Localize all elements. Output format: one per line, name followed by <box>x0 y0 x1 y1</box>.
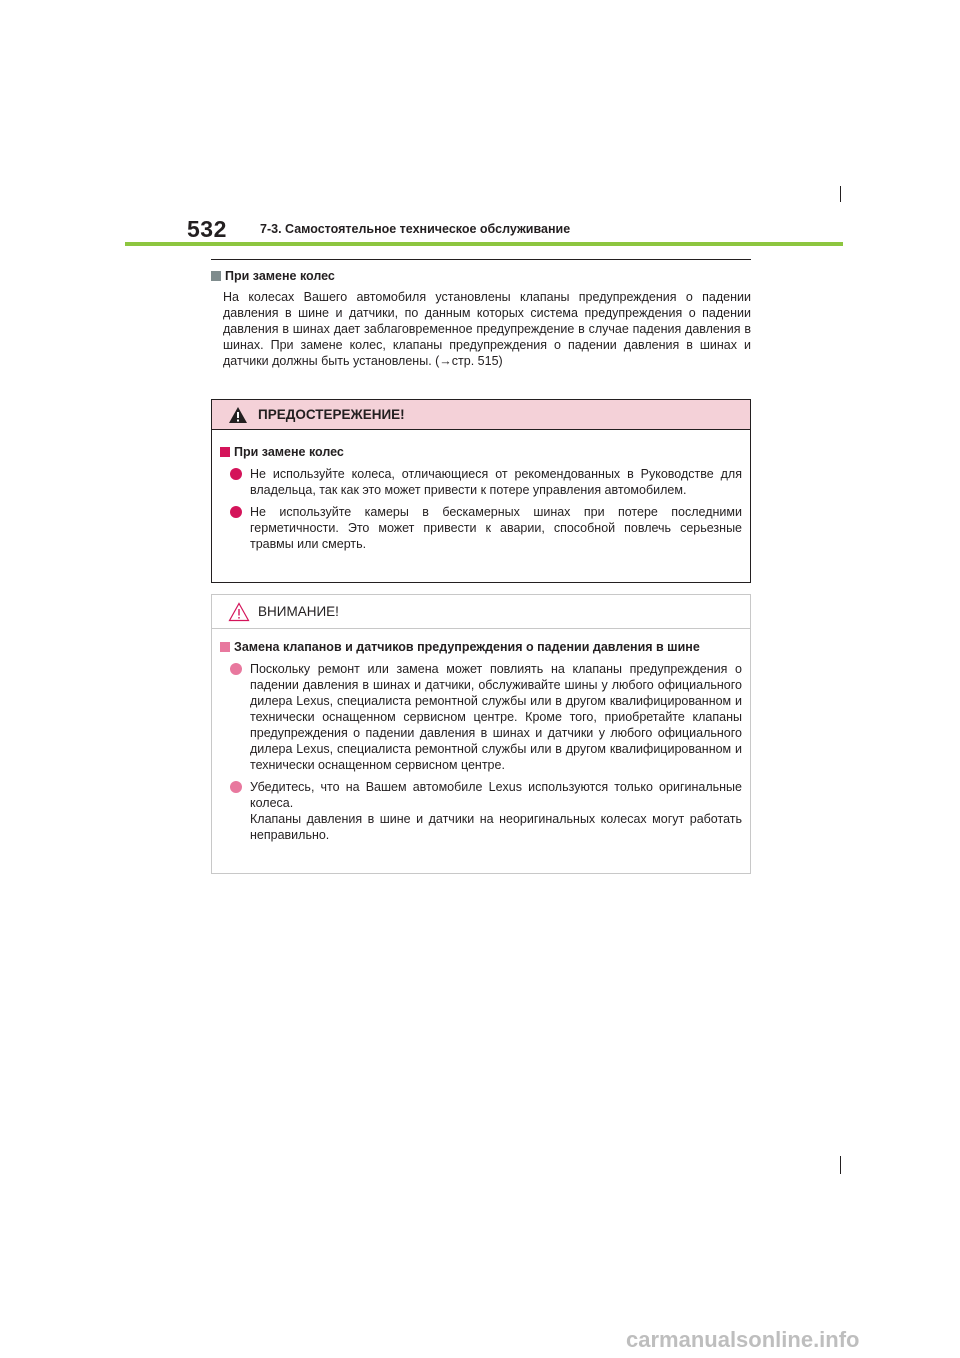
square-bullet-icon <box>211 271 221 281</box>
page-number: 532 <box>187 216 227 242</box>
caution-bullet-text: Не используйте колеса, отличающиеся от рекомендованных в Руководстве для владельца, так как это может привести к потере управления автомобилем. <box>250 467 742 497</box>
warning-triangle-outline-icon <box>228 602 250 622</box>
content-divider <box>211 259 751 260</box>
caution-bullet-text: Не используйте камеры в бескамерных шинах при потере последними герметичности. Это может привести к аварии, способной повлечь серьезные травмы или смерть. <box>250 505 742 551</box>
watermark: carmanualsonline.info <box>626 1327 860 1352</box>
notice-bullet-text-block <box>250 779 742 843</box>
notice-bullet-text: Убедитесь, что на Вашем автомобиле Lexus используются только оригинальные колеса. <box>250 780 742 810</box>
notice-bullet <box>220 779 742 843</box>
notice-header <box>212 595 750 629</box>
notice-heading <box>220 639 742 655</box>
notice-title: ВНИМАНИЕ! <box>258 604 339 619</box>
caution-body <box>212 430 750 552</box>
warning-triangle-icon <box>228 406 248 424</box>
crop-mark-top <box>840 186 841 202</box>
caution-heading-text: При замене колес <box>234 445 344 459</box>
main-heading-text: При замене колес <box>225 269 335 283</box>
main-heading <box>211 268 751 284</box>
main-paragraph: На колесах Вашего автомобиля установлены клапаны предупреждения о падении давления в шине и датчики, по данным которых система предупреждения о падении давления в шинах дает заблаговременное предупреждение в случае падения давления в шинах. При замене колес, клапаны предупреждения о падении давления в шинах и датчики должны быть установлены. (→стр. 515) <box>223 290 751 368</box>
notice-bullet-text: Поскольку ремонт или замена может повлиять на клапаны предупреждения о падении давления в шинах и датчики, обслуживайте шины у любого официального дилера Lexus, специалиста ремонтной службы или в другом квалифицированном и технически оснащенном сервисном центре. Кроме того, приобретайте клапаны предупреждения о падении давления в шинах и датчики у любого официального дилера Lexus, специалиста ремонтной службы или в другом квалифицированном и технически оснащенном сервисном центре. <box>250 662 742 772</box>
caution-title: ПРЕДОСТЕРЕЖЕНИЕ! <box>258 407 405 422</box>
square-bullet-icon <box>220 642 230 652</box>
caution-bullet <box>220 504 742 552</box>
dot-bullet-icon <box>230 663 242 675</box>
header-rule <box>125 242 843 246</box>
caution-header <box>212 400 750 430</box>
caution-heading <box>220 444 742 460</box>
crop-mark-bottom <box>840 1156 841 1174</box>
dot-bullet-icon <box>230 781 242 793</box>
main-section <box>211 268 751 369</box>
notice-box <box>211 594 751 874</box>
caution-bullet <box>220 466 742 498</box>
dot-bullet-icon <box>230 468 242 480</box>
section-title: 7-3. Самостоятельное техническое обслуживание <box>260 222 571 236</box>
notice-body <box>212 629 750 843</box>
square-bullet-icon <box>220 447 230 457</box>
notice-heading-text: Замена клапанов и датчиков предупреждения о падении давления в шине <box>234 640 700 654</box>
caution-box <box>211 399 751 583</box>
dot-bullet-icon <box>230 506 242 518</box>
notice-bullet-extra-text: Клапаны давления в шине и датчики на неоригинальных колесах могут работать неправильно. <box>250 812 742 842</box>
notice-bullet <box>220 661 742 773</box>
